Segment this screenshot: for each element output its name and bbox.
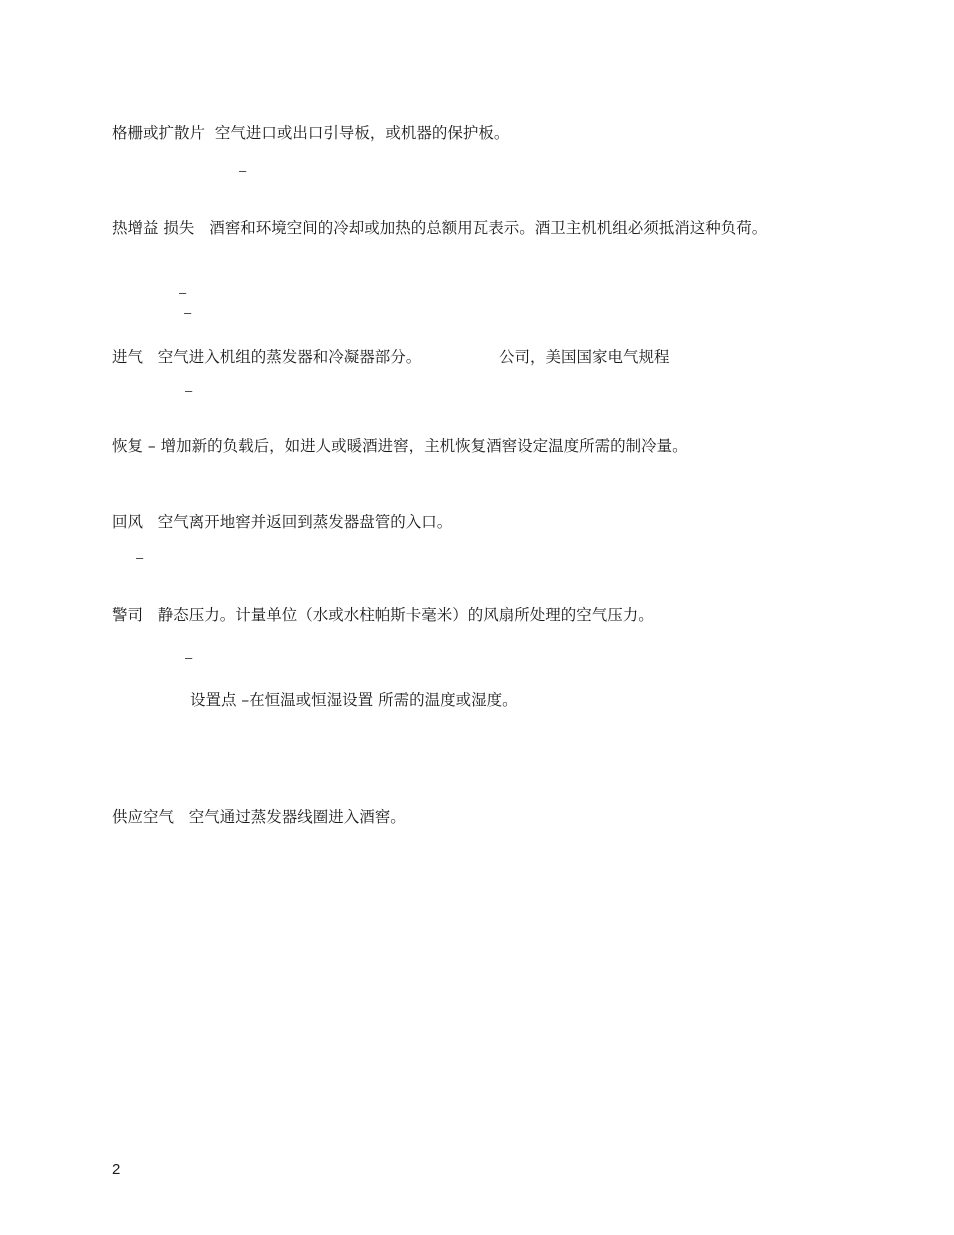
dash-mark: – [185,650,193,665]
dash-mark: – [136,550,144,565]
entry-supply [112,806,406,828]
intake-extra: 公司，美国国家电气规程 [499,348,670,366]
entry-grille [112,122,509,144]
page-number: 2 [112,1161,121,1178]
entry-heat [112,217,812,239]
entry-setpoint: 设置点 –在恒温或恒湿设置 所需的温度或湿度。 [190,691,518,709]
term-heat: 热增益 损失 [112,219,195,237]
dash-mark: – [239,163,247,178]
entry-recovery: 恢复 – 增加新的负载后，如进人或暖酒进窖，主机恢复酒窖设定温度所需的制冷量。 [112,437,688,455]
term-intake: 进气 [112,348,144,366]
def-heat: 酒窖和环境空间的冷却或加热的总额用瓦表示。酒卫主机机组必须抵消这种负荷。 [209,219,768,237]
def-intake: 空气进入机组的蒸发器和冷凝器部分。 [157,348,422,366]
dash-mark: – [184,305,192,320]
entry-return-air [112,511,452,533]
def-supply: 空气通过蒸发器线圈进入酒窖。 [188,808,406,826]
def-return-air: 空气离开地窖并返回到蒸发器盘管的入口。 [157,513,453,531]
entry-intake [112,346,421,368]
dash-mark: – [185,383,193,398]
def-static: 静态压力。计量单位（水或水柱帕斯卡毫米）的风扇所处理的空气压力。 [157,606,654,624]
entry-static [112,604,654,626]
term-return-air: 回风 [112,513,144,531]
term-supply: 供应空气 [112,808,175,826]
dash-mark: – [179,285,187,300]
term-static: 警司 [112,606,144,624]
term-grille: 格栅或扩散片 [112,124,206,142]
def-grille: 空气进口或出口引导板，或机器的保护板。 [214,124,510,142]
